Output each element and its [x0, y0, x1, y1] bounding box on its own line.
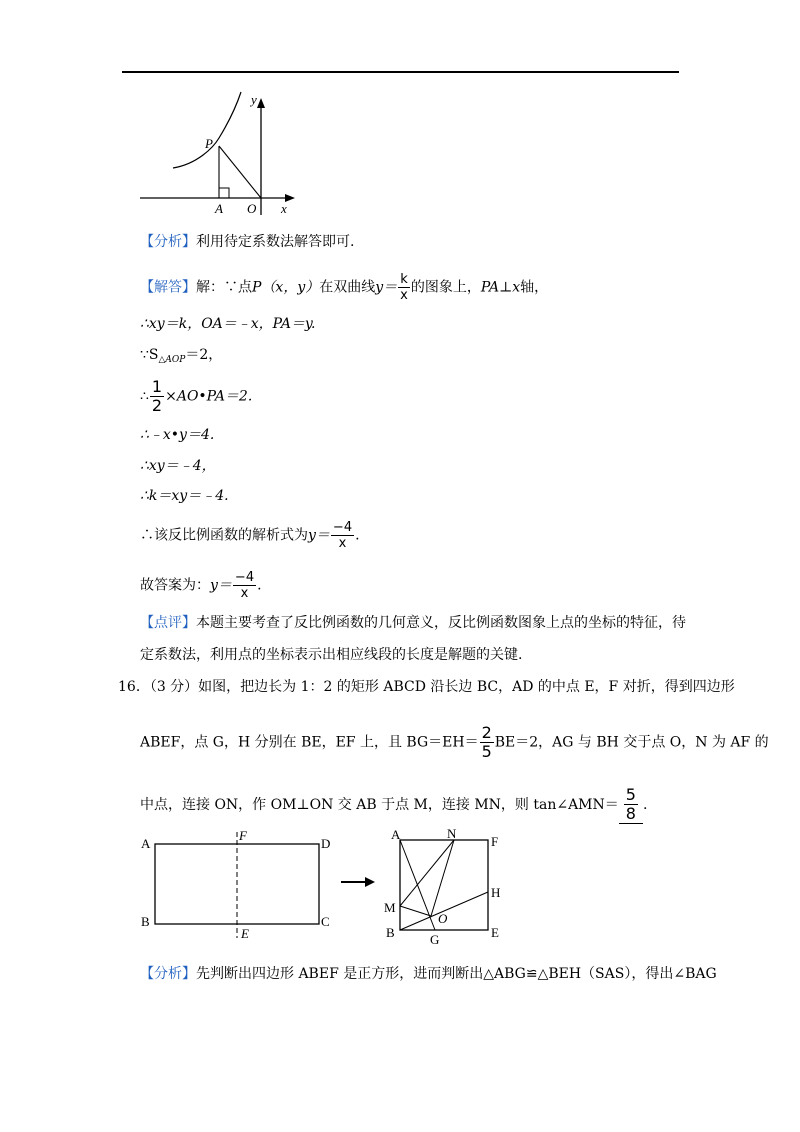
fraction-five-eighths: $\frac{5}{8}$	[625, 785, 636, 823]
right-label-e: E	[491, 925, 499, 940]
right-label-h: H	[491, 885, 501, 900]
right-label-o: O	[438, 911, 448, 926]
comment-line-2: 定系数法，利用点的坐标表示出相应线段的长度是解题的关键.	[140, 647, 523, 663]
solution-line-3: $\because S_{\triangle AOP}=2$，	[140, 347, 223, 365]
fraction-neg4-x: $\frac{-4}{x}$	[332, 520, 353, 551]
solution-line-1: 【解答】解：∵点P（x，y）在双曲线y＝ $\frac{k}{x}$ 的图象上，PA⊥x轴，	[140, 272, 549, 303]
left-label-e: E	[241, 926, 249, 941]
solution-line-5: ∴﹣x•y＝4.	[140, 427, 215, 443]
point-p-label: P	[205, 136, 213, 151]
right-label-m: M	[384, 900, 396, 915]
hyperbola-figure	[135, 90, 305, 220]
question-16-line-3: 中点，连接 ON，作 OM⊥ON 交 AB 于点 M，连接 MN，则 tan∠AMN＝ $\frac{5}{8}$ .	[140, 785, 648, 823]
solution-line-6: ∴xy＝﹣4，	[140, 458, 216, 474]
answer-line: 故答案为：y＝ $\frac{-4}{x}$ .	[140, 570, 262, 601]
solution-line-2: ∴xy＝k，OA＝﹣x，PA＝y.	[140, 316, 316, 332]
left-label-b: B	[141, 914, 150, 929]
header-rule	[122, 71, 679, 73]
left-label-f: F	[239, 828, 247, 843]
analysis-1: 【分析】利用待定系数法解答即可.	[140, 234, 355, 250]
fraction-k-x: $\frac{k}{x}$	[400, 272, 408, 303]
comment-tag: 【点评】	[140, 615, 196, 631]
right-label-a: A	[391, 827, 401, 842]
x-axis-label: x	[281, 201, 287, 216]
analysis-tag: 【分析】	[140, 234, 196, 250]
answer-blank	[619, 786, 643, 824]
y-axis-label: y	[251, 92, 257, 107]
solution-tag: 【解答】	[140, 279, 196, 296]
left-label-a: A	[141, 836, 151, 851]
fold-figure	[135, 826, 515, 948]
solution-line-7: ∴k＝xy＝﹣4.	[140, 488, 229, 504]
right-label-b: B	[386, 925, 395, 940]
right-label-g: G	[430, 932, 440, 947]
question-16-line-2: ABEF，点 G，H 分别在 BE，EF 上，且 BG＝EH＝ $\frac{2}{5}$ BE＝2，AG 与 BH 交于点 O，N 为 AF 的	[140, 723, 769, 761]
right-label-f: F	[491, 834, 499, 849]
analysis-2-tag: 【分析】	[140, 966, 196, 982]
origin-label: O	[247, 201, 257, 216]
fraction-one-half: $\frac{1}{2}$	[151, 377, 163, 415]
question-16-line-1: 16．（3 分）如图，把边长为 1：2 的矩形 ABCD 沿长边 BC，AD 的中点 E，F 对折，得到四边形	[118, 679, 735, 695]
solution-line-8: ∴该反比例函数的解析式为y＝ $\frac{-4}{x}$ .	[140, 520, 360, 551]
comment-line-1: 【点评】本题主要考查了反比例函数的几何意义，反比例函数图象上点的坐标的特征，待	[140, 615, 686, 631]
point-a-label: A	[215, 201, 223, 216]
fraction-answer: $\frac{-4}{x}$	[234, 570, 255, 601]
fraction-two-fifths: $\frac{2}{5}$	[481, 723, 492, 761]
right-label-n: N	[447, 826, 457, 841]
analysis-2: 【分析】先判断出四边形 ABEF 是正方形，进而判断出△ABG≌△BEH（SAS），得出∠BAG	[140, 966, 717, 982]
solution-line-4: ∴ $\frac{1}{2}$ ×AO•PA＝2.	[140, 377, 253, 415]
left-label-c: C	[321, 914, 330, 929]
left-label-d: D	[321, 836, 331, 851]
